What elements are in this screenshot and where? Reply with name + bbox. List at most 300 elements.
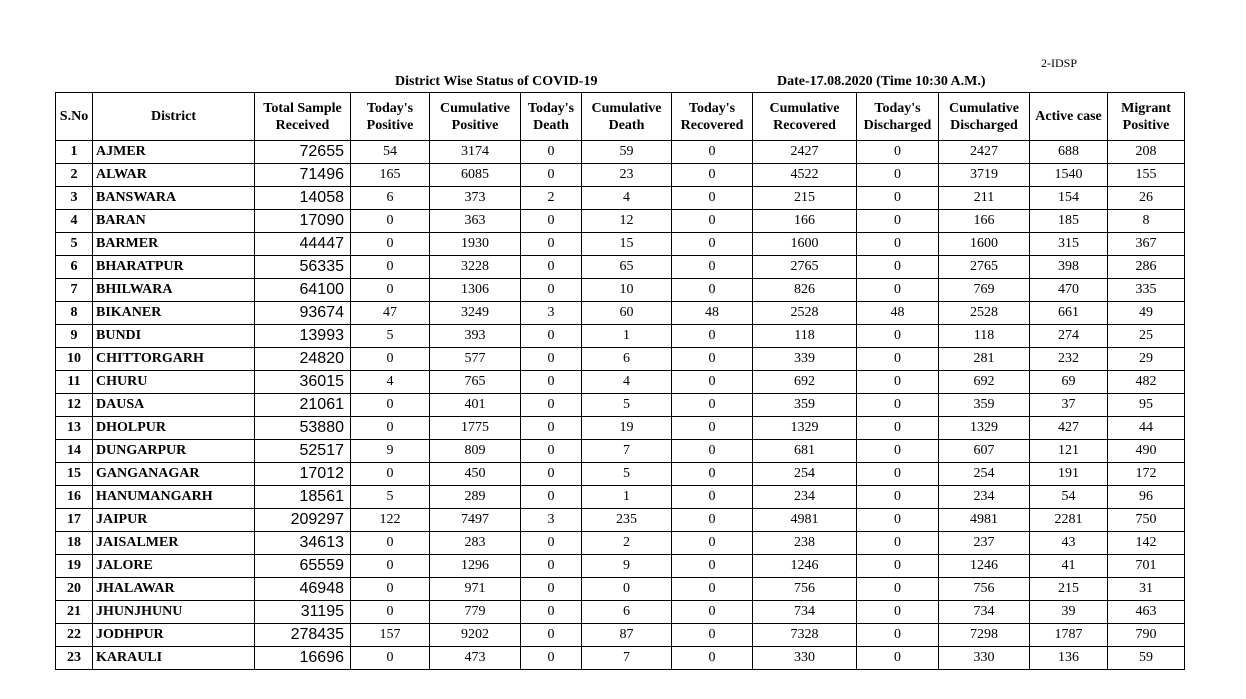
cell-todays-death: 0 xyxy=(521,601,582,624)
cell-todays-discharged: 0 xyxy=(857,509,939,532)
cell-cumulative-recovered: 734 xyxy=(753,601,857,624)
cell-todays-discharged: 0 xyxy=(857,325,939,348)
cell-todays-recovered: 0 xyxy=(672,601,753,624)
report-title: District Wise Status of COVID-19 xyxy=(395,74,598,89)
cell-migrant-positive: 463 xyxy=(1108,601,1185,624)
cell-cumulative-positive: 3228 xyxy=(430,256,521,279)
cell-todays-recovered: 0 xyxy=(672,164,753,187)
col-header-todays-recovered: Today's Recovered xyxy=(672,93,753,141)
cell-cumulative-positive: 473 xyxy=(430,647,521,670)
cell-district: BHILWARA xyxy=(93,279,255,302)
cell-todays-death: 0 xyxy=(521,532,582,555)
cell-cumulative-recovered: 2427 xyxy=(753,141,857,164)
cell-sno: 6 xyxy=(56,256,93,279)
cell-active-case: 2281 xyxy=(1030,509,1108,532)
cell-cumulative-discharged: 234 xyxy=(939,486,1030,509)
cell-cumulative-positive: 1930 xyxy=(430,233,521,256)
cell-todays-recovered: 0 xyxy=(672,532,753,555)
cell-todays-discharged: 0 xyxy=(857,578,939,601)
cell-todays-positive: 5 xyxy=(351,486,430,509)
table-row xyxy=(56,325,1185,348)
cell-todays-positive: 157 xyxy=(351,624,430,647)
cell-cumulative-discharged: 692 xyxy=(939,371,1030,394)
cell-cumulative-discharged: 734 xyxy=(939,601,1030,624)
cell-todays-recovered: 0 xyxy=(672,279,753,302)
cell-cumulative-death: 15 xyxy=(582,233,672,256)
cell-todays-recovered: 0 xyxy=(672,509,753,532)
cell-cumulative-positive: 373 xyxy=(430,187,521,210)
cell-district: JALORE xyxy=(93,555,255,578)
cell-todays-positive: 0 xyxy=(351,555,430,578)
cell-todays-discharged: 0 xyxy=(857,164,939,187)
cell-cumulative-discharged: 166 xyxy=(939,210,1030,233)
table-row xyxy=(56,164,1185,187)
cell-todays-positive: 0 xyxy=(351,348,430,371)
cell-district: BANSWARA xyxy=(93,187,255,210)
cell-active-case: 1787 xyxy=(1030,624,1108,647)
cell-cumulative-recovered: 166 xyxy=(753,210,857,233)
cell-cumulative-discharged: 211 xyxy=(939,187,1030,210)
cell-active-case: 41 xyxy=(1030,555,1108,578)
col-header-migrant-positive: Migrant Positive xyxy=(1108,93,1185,141)
cell-cumulative-recovered: 681 xyxy=(753,440,857,463)
cell-cumulative-discharged: 359 xyxy=(939,394,1030,417)
cell-cumulative-discharged: 607 xyxy=(939,440,1030,463)
cell-migrant-positive: 790 xyxy=(1108,624,1185,647)
idsp-label: 2-IDSP xyxy=(1041,56,1078,70)
cell-sno: 20 xyxy=(56,578,93,601)
cell-cumulative-recovered: 1246 xyxy=(753,555,857,578)
cell-district: JAISALMER xyxy=(93,532,255,555)
cell-todays-positive: 0 xyxy=(351,210,430,233)
cell-cumulative-discharged: 254 xyxy=(939,463,1030,486)
cell-total-sample: 44447 xyxy=(255,233,351,256)
cell-migrant-positive: 750 xyxy=(1108,509,1185,532)
cell-migrant-positive: 701 xyxy=(1108,555,1185,578)
cell-district: ALWAR xyxy=(93,164,255,187)
cell-todays-recovered: 48 xyxy=(672,302,753,325)
cell-todays-death: 0 xyxy=(521,555,582,578)
cell-cumulative-recovered: 339 xyxy=(753,348,857,371)
cell-sno: 22 xyxy=(56,624,93,647)
cell-sno: 11 xyxy=(56,371,93,394)
cell-todays-recovered: 0 xyxy=(672,371,753,394)
cell-cumulative-death: 12 xyxy=(582,210,672,233)
cell-active-case: 470 xyxy=(1030,279,1108,302)
cell-todays-positive: 0 xyxy=(351,532,430,555)
cell-migrant-positive: 95 xyxy=(1108,394,1185,417)
cell-todays-positive: 0 xyxy=(351,647,430,670)
cell-district: BUNDI xyxy=(93,325,255,348)
cell-cumulative-recovered: 1600 xyxy=(753,233,857,256)
cell-total-sample: 13993 xyxy=(255,325,351,348)
cell-todays-positive: 4 xyxy=(351,371,430,394)
cell-sno: 7 xyxy=(56,279,93,302)
cell-active-case: 185 xyxy=(1030,210,1108,233)
cell-migrant-positive: 335 xyxy=(1108,279,1185,302)
cell-cumulative-death: 1 xyxy=(582,486,672,509)
cell-todays-death: 0 xyxy=(521,233,582,256)
cell-cumulative-discharged: 2765 xyxy=(939,256,1030,279)
table-row xyxy=(56,509,1185,532)
cell-cumulative-recovered: 359 xyxy=(753,394,857,417)
cell-migrant-positive: 367 xyxy=(1108,233,1185,256)
cell-total-sample: 24820 xyxy=(255,348,351,371)
cell-sno: 12 xyxy=(56,394,93,417)
cell-todays-death: 0 xyxy=(521,647,582,670)
cell-cumulative-positive: 283 xyxy=(430,532,521,555)
cell-todays-death: 3 xyxy=(521,302,582,325)
cell-active-case: 54 xyxy=(1030,486,1108,509)
cell-cumulative-recovered: 7328 xyxy=(753,624,857,647)
cell-todays-discharged: 0 xyxy=(857,256,939,279)
cell-active-case: 191 xyxy=(1030,463,1108,486)
cell-sno: 14 xyxy=(56,440,93,463)
cell-todays-positive: 0 xyxy=(351,463,430,486)
cell-todays-death: 0 xyxy=(521,348,582,371)
cell-cumulative-death: 4 xyxy=(582,187,672,210)
table-row xyxy=(56,624,1185,647)
cell-todays-positive: 0 xyxy=(351,601,430,624)
cell-migrant-positive: 25 xyxy=(1108,325,1185,348)
cell-migrant-positive: 96 xyxy=(1108,486,1185,509)
cell-todays-death: 0 xyxy=(521,417,582,440)
cell-todays-discharged: 0 xyxy=(857,279,939,302)
cell-total-sample: 36015 xyxy=(255,371,351,394)
table-row xyxy=(56,647,1185,670)
cell-active-case: 69 xyxy=(1030,371,1108,394)
cell-district: CHITTORGARH xyxy=(93,348,255,371)
table-row xyxy=(56,417,1185,440)
cell-migrant-positive: 8 xyxy=(1108,210,1185,233)
cell-todays-discharged: 0 xyxy=(857,555,939,578)
cell-todays-death: 0 xyxy=(521,256,582,279)
cell-cumulative-death: 7 xyxy=(582,440,672,463)
cell-district: CHURU xyxy=(93,371,255,394)
cell-active-case: 274 xyxy=(1030,325,1108,348)
cell-todays-recovered: 0 xyxy=(672,233,753,256)
cell-cumulative-death: 87 xyxy=(582,624,672,647)
cell-todays-recovered: 0 xyxy=(672,348,753,371)
cell-cumulative-discharged: 769 xyxy=(939,279,1030,302)
cell-todays-death: 0 xyxy=(521,141,582,164)
cell-cumulative-death: 10 xyxy=(582,279,672,302)
cell-total-sample: 21061 xyxy=(255,394,351,417)
cell-active-case: 121 xyxy=(1030,440,1108,463)
cell-todays-death: 0 xyxy=(521,463,582,486)
cell-migrant-positive: 172 xyxy=(1108,463,1185,486)
col-header-todays-positive: Today's Positive xyxy=(351,93,430,141)
cell-todays-recovered: 0 xyxy=(672,578,753,601)
cell-todays-death: 0 xyxy=(521,394,582,417)
cell-cumulative-recovered: 2765 xyxy=(753,256,857,279)
cell-cumulative-recovered: 826 xyxy=(753,279,857,302)
cell-cumulative-death: 5 xyxy=(582,463,672,486)
cell-todays-death: 0 xyxy=(521,279,582,302)
table-row xyxy=(56,555,1185,578)
cell-sno: 19 xyxy=(56,555,93,578)
cell-cumulative-death: 19 xyxy=(582,417,672,440)
cell-total-sample: 64100 xyxy=(255,279,351,302)
cell-cumulative-recovered: 692 xyxy=(753,371,857,394)
cell-migrant-positive: 49 xyxy=(1108,302,1185,325)
cell-district: JHUNJHUNU xyxy=(93,601,255,624)
cell-active-case: 398 xyxy=(1030,256,1108,279)
cell-sno: 13 xyxy=(56,417,93,440)
cell-cumulative-recovered: 215 xyxy=(753,187,857,210)
cell-todays-positive: 0 xyxy=(351,578,430,601)
cell-todays-recovered: 0 xyxy=(672,141,753,164)
cell-cumulative-discharged: 1246 xyxy=(939,555,1030,578)
cell-todays-recovered: 0 xyxy=(672,210,753,233)
cell-todays-death: 0 xyxy=(521,486,582,509)
cell-active-case: 39 xyxy=(1030,601,1108,624)
cell-sno: 15 xyxy=(56,463,93,486)
cell-cumulative-positive: 809 xyxy=(430,440,521,463)
cell-todays-positive: 0 xyxy=(351,394,430,417)
col-header-cumulative-death: Cumulative Death xyxy=(582,93,672,141)
cell-migrant-positive: 142 xyxy=(1108,532,1185,555)
cell-todays-death: 3 xyxy=(521,509,582,532)
table-row xyxy=(56,187,1185,210)
cell-cumulative-death: 60 xyxy=(582,302,672,325)
cell-cumulative-death: 5 xyxy=(582,394,672,417)
cell-cumulative-positive: 393 xyxy=(430,325,521,348)
cell-migrant-positive: 59 xyxy=(1108,647,1185,670)
cell-cumulative-positive: 6085 xyxy=(430,164,521,187)
cell-todays-discharged: 0 xyxy=(857,394,939,417)
col-header-district: District xyxy=(93,93,255,141)
table-row xyxy=(56,348,1185,371)
table-row xyxy=(56,141,1185,164)
cell-district: GANGANAGAR xyxy=(93,463,255,486)
cell-todays-positive: 9 xyxy=(351,440,430,463)
table-row xyxy=(56,394,1185,417)
cell-todays-discharged: 0 xyxy=(857,210,939,233)
table-row xyxy=(56,578,1185,601)
cell-district: DUNGARPUR xyxy=(93,440,255,463)
cell-district: JODHPUR xyxy=(93,624,255,647)
cell-total-sample: 17090 xyxy=(255,210,351,233)
cell-todays-death: 0 xyxy=(521,578,582,601)
cell-todays-death: 0 xyxy=(521,624,582,647)
cell-todays-recovered: 0 xyxy=(672,187,753,210)
cell-active-case: 661 xyxy=(1030,302,1108,325)
cell-todays-recovered: 0 xyxy=(672,624,753,647)
cell-cumulative-recovered: 234 xyxy=(753,486,857,509)
cell-migrant-positive: 29 xyxy=(1108,348,1185,371)
cell-todays-discharged: 0 xyxy=(857,141,939,164)
cell-cumulative-recovered: 756 xyxy=(753,578,857,601)
cell-active-case: 315 xyxy=(1030,233,1108,256)
cell-todays-positive: 165 xyxy=(351,164,430,187)
cell-migrant-positive: 490 xyxy=(1108,440,1185,463)
cell-district: DAUSA xyxy=(93,394,255,417)
cell-migrant-positive: 31 xyxy=(1108,578,1185,601)
cell-sno: 10 xyxy=(56,348,93,371)
cell-sno: 18 xyxy=(56,532,93,555)
col-header-sno: S.No xyxy=(56,93,93,141)
cell-todays-death: 0 xyxy=(521,164,582,187)
cell-cumulative-positive: 289 xyxy=(430,486,521,509)
cell-sno: 3 xyxy=(56,187,93,210)
table-row xyxy=(56,233,1185,256)
cell-district: JAIPUR xyxy=(93,509,255,532)
cell-sno: 5 xyxy=(56,233,93,256)
cell-cumulative-death: 7 xyxy=(582,647,672,670)
cell-cumulative-death: 235 xyxy=(582,509,672,532)
header-row xyxy=(56,93,1185,141)
cell-sno: 4 xyxy=(56,210,93,233)
cell-todays-positive: 0 xyxy=(351,417,430,440)
cell-todays-recovered: 0 xyxy=(672,463,753,486)
cell-cumulative-positive: 3174 xyxy=(430,141,521,164)
cell-district: BHARATPUR xyxy=(93,256,255,279)
cell-todays-death: 0 xyxy=(521,325,582,348)
cell-todays-discharged: 0 xyxy=(857,486,939,509)
covid-status-table xyxy=(55,92,1185,670)
cell-active-case: 43 xyxy=(1030,532,1108,555)
cell-total-sample: 52517 xyxy=(255,440,351,463)
cell-total-sample: 53880 xyxy=(255,417,351,440)
cell-todays-discharged: 0 xyxy=(857,624,939,647)
cell-cumulative-discharged: 1600 xyxy=(939,233,1030,256)
cell-total-sample: 46948 xyxy=(255,578,351,601)
cell-cumulative-discharged: 118 xyxy=(939,325,1030,348)
cell-cumulative-positive: 765 xyxy=(430,371,521,394)
cell-todays-death: 0 xyxy=(521,371,582,394)
cell-todays-discharged: 0 xyxy=(857,532,939,555)
cell-migrant-positive: 482 xyxy=(1108,371,1185,394)
cell-todays-recovered: 0 xyxy=(672,555,753,578)
cell-cumulative-discharged: 330 xyxy=(939,647,1030,670)
cell-active-case: 215 xyxy=(1030,578,1108,601)
col-header-cumulative-positive: Cumulative Positive xyxy=(430,93,521,141)
cell-todays-positive: 122 xyxy=(351,509,430,532)
cell-district: JHALAWAR xyxy=(93,578,255,601)
cell-migrant-positive: 286 xyxy=(1108,256,1185,279)
cell-district: DHOLPUR xyxy=(93,417,255,440)
table-row xyxy=(56,371,1185,394)
cell-cumulative-positive: 1775 xyxy=(430,417,521,440)
cell-district: BARMER xyxy=(93,233,255,256)
table-row xyxy=(56,601,1185,624)
cell-total-sample: 209297 xyxy=(255,509,351,532)
table-row xyxy=(56,440,1185,463)
cell-cumulative-discharged: 281 xyxy=(939,348,1030,371)
cell-todays-discharged: 0 xyxy=(857,463,939,486)
cell-total-sample: 71496 xyxy=(255,164,351,187)
cell-cumulative-positive: 401 xyxy=(430,394,521,417)
cell-district: KARAULI xyxy=(93,647,255,670)
cell-active-case: 688 xyxy=(1030,141,1108,164)
cell-total-sample: 72655 xyxy=(255,141,351,164)
cell-sno: 23 xyxy=(56,647,93,670)
table-row xyxy=(56,302,1185,325)
cell-todays-discharged: 0 xyxy=(857,371,939,394)
cell-cumulative-death: 6 xyxy=(582,601,672,624)
cell-active-case: 154 xyxy=(1030,187,1108,210)
table-row xyxy=(56,279,1185,302)
cell-cumulative-recovered: 4981 xyxy=(753,509,857,532)
cell-district: BARAN xyxy=(93,210,255,233)
cell-migrant-positive: 26 xyxy=(1108,187,1185,210)
cell-todays-recovered: 0 xyxy=(672,647,753,670)
cell-todays-positive: 0 xyxy=(351,279,430,302)
col-header-cumulative-recovered: Cumulative Recovered xyxy=(753,93,857,141)
cell-todays-recovered: 0 xyxy=(672,440,753,463)
cell-active-case: 232 xyxy=(1030,348,1108,371)
cell-total-sample: 31195 xyxy=(255,601,351,624)
cell-todays-positive: 6 xyxy=(351,187,430,210)
cell-todays-discharged: 0 xyxy=(857,187,939,210)
cell-todays-discharged: 0 xyxy=(857,233,939,256)
cell-cumulative-positive: 363 xyxy=(430,210,521,233)
cell-active-case: 1540 xyxy=(1030,164,1108,187)
cell-sno: 17 xyxy=(56,509,93,532)
cell-district: HANUMANGARH xyxy=(93,486,255,509)
cell-todays-positive: 0 xyxy=(351,256,430,279)
cell-cumulative-recovered: 2528 xyxy=(753,302,857,325)
cell-migrant-positive: 208 xyxy=(1108,141,1185,164)
cell-sno: 9 xyxy=(56,325,93,348)
cell-sno: 16 xyxy=(56,486,93,509)
cell-todays-positive: 54 xyxy=(351,141,430,164)
table-body xyxy=(56,141,1185,670)
col-header-active-case: Active case xyxy=(1030,93,1108,141)
cell-cumulative-discharged: 237 xyxy=(939,532,1030,555)
table-row xyxy=(56,486,1185,509)
cell-total-sample: 16696 xyxy=(255,647,351,670)
cell-cumulative-death: 59 xyxy=(582,141,672,164)
cell-total-sample: 34613 xyxy=(255,532,351,555)
cell-sno: 21 xyxy=(56,601,93,624)
cell-cumulative-discharged: 2528 xyxy=(939,302,1030,325)
cell-cumulative-discharged: 4981 xyxy=(939,509,1030,532)
cell-todays-discharged: 0 xyxy=(857,440,939,463)
table-row xyxy=(56,256,1185,279)
col-header-todays-discharged: Today's Discharged xyxy=(857,93,939,141)
cell-cumulative-death: 9 xyxy=(582,555,672,578)
cell-todays-positive: 47 xyxy=(351,302,430,325)
cell-sno: 2 xyxy=(56,164,93,187)
report-date: Date-17.08.2020 (Time 10:30 A.M.) xyxy=(777,74,986,89)
cell-cumulative-positive: 450 xyxy=(430,463,521,486)
cell-total-sample: 56335 xyxy=(255,256,351,279)
cell-cumulative-recovered: 1329 xyxy=(753,417,857,440)
table-row xyxy=(56,463,1185,486)
cell-todays-positive: 0 xyxy=(351,233,430,256)
cell-todays-discharged: 0 xyxy=(857,601,939,624)
cell-cumulative-recovered: 118 xyxy=(753,325,857,348)
cell-todays-death: 2 xyxy=(521,187,582,210)
cell-cumulative-death: 23 xyxy=(582,164,672,187)
cell-cumulative-recovered: 254 xyxy=(753,463,857,486)
cell-cumulative-positive: 1296 xyxy=(430,555,521,578)
cell-todays-death: 0 xyxy=(521,210,582,233)
cell-cumulative-positive: 1306 xyxy=(430,279,521,302)
cell-cumulative-positive: 7497 xyxy=(430,509,521,532)
cell-todays-discharged: 48 xyxy=(857,302,939,325)
cell-cumulative-death: 65 xyxy=(582,256,672,279)
cell-cumulative-positive: 9202 xyxy=(430,624,521,647)
cell-total-sample: 65559 xyxy=(255,555,351,578)
cell-todays-death: 0 xyxy=(521,440,582,463)
cell-total-sample: 18561 xyxy=(255,486,351,509)
cell-active-case: 136 xyxy=(1030,647,1108,670)
cell-cumulative-death: 2 xyxy=(582,532,672,555)
cell-cumulative-recovered: 330 xyxy=(753,647,857,670)
